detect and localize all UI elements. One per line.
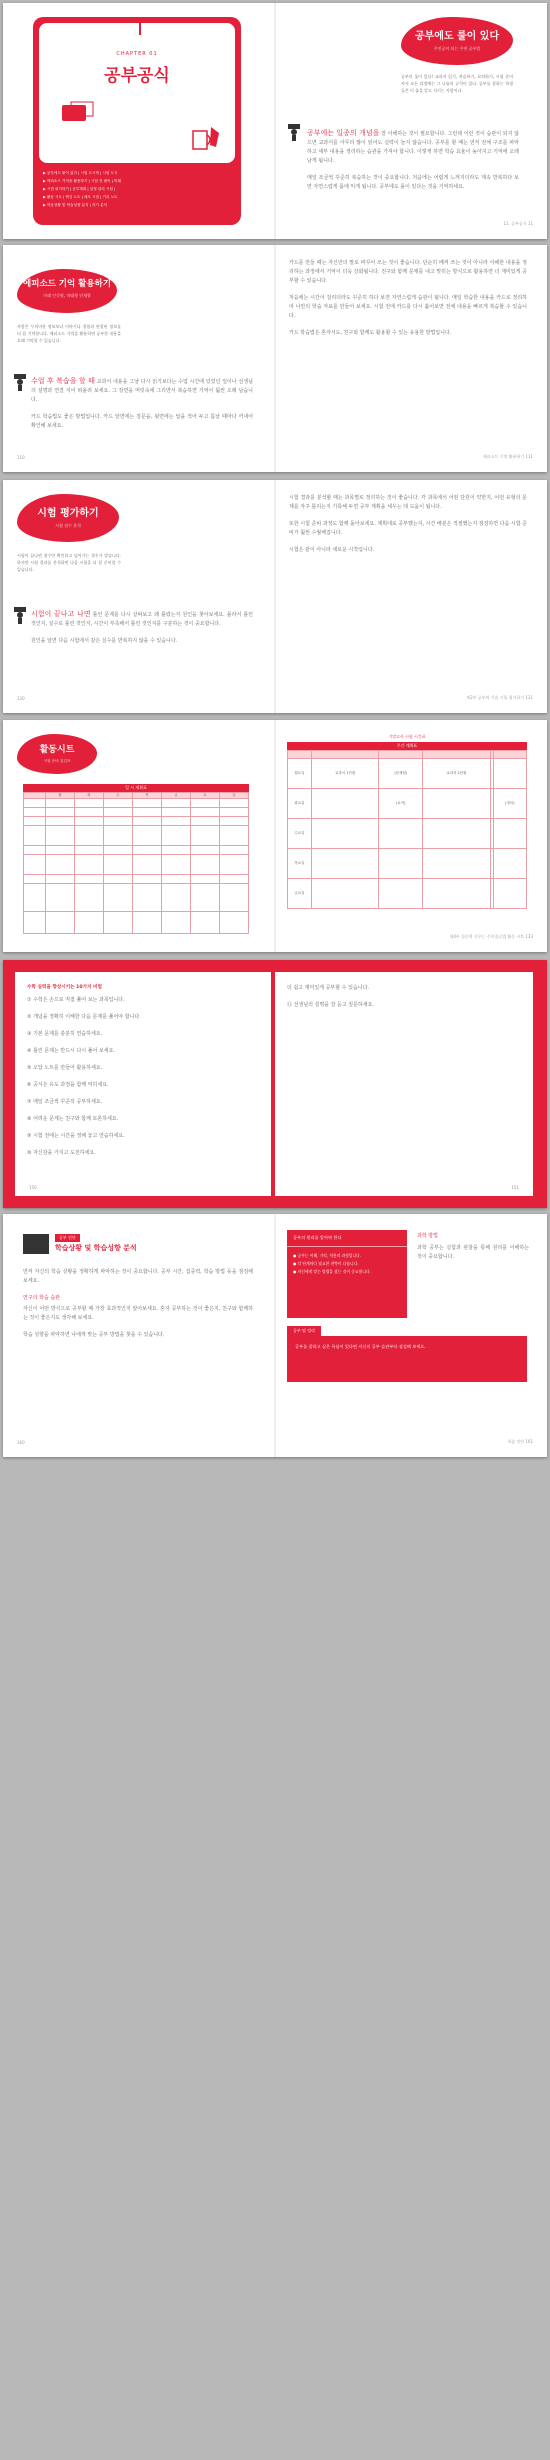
- page-folio: 에피소드 기억 활용하기 111: [482, 454, 533, 459]
- section-body: [23, 1268, 253, 1340]
- timetable-cell: 교과서 1단원: [312, 759, 379, 789]
- section-body: [307, 129, 519, 192]
- folder-illustration-icon: [61, 101, 95, 123]
- episode-memory-page-right: [277, 245, 547, 472]
- timetable-cell: (정리): [493, 789, 526, 819]
- chapter-bullet: ▶ 시험 평가하기 | 공부계획 | 일정 관리 시험 |: [43, 187, 116, 191]
- principle-item: ● 각 단계마다 필요한 전략이 다릅니다.: [293, 1261, 359, 1266]
- spread-6: [3, 1214, 547, 1457]
- activity-sheet-page-right: [277, 720, 547, 952]
- student-figure-icon: [287, 123, 301, 141]
- tip-box: [287, 1336, 527, 1382]
- body-paragraph: 카드를 만들 때는 자신만의 말로 바꾸어 쓰는 것이 좋습니다. 단순히 베껴 쓰는 것이 아니라 이해한 내용을 정리하는 과정에서 기억이 더욱 강화됩니다. 친구와 함께 문제를 내고 맞히는 방식으로 활용하면 더 재미있게 공부할 수 있습니다.: [289, 260, 527, 284]
- tip-item: ② 개념을 정확히 이해한 다음 문제를 풀어야 합니다.: [27, 1014, 141, 1020]
- section-subtitle: 주인공이 되는 주변 공부법: [433, 46, 481, 51]
- timetable-row-label: 목요일: [288, 849, 312, 879]
- page-folio: 학습 진단 161: [507, 1439, 533, 1444]
- body-paragraph: 먼저 자신의 학습 상황을 정확하게 파악하는 것이 중요합니다. 공부 시간, 집중력, 학습 방법 등을 점검해 보세요.: [23, 1269, 253, 1284]
- timetable-row-label: 화요일: [288, 789, 312, 819]
- body-paragraph-2: 매일 조금씩 꾸준히 복습하는 것이 중요합니다. 처음에는 어렵게 느껴지더라도 계속 반복하다 보면 자연스럽게 몸에 익게 됩니다. 공부에도 룰이 있다는 것을 기억하세요.: [307, 175, 519, 190]
- body-paragraph: 과학 공부는 실험과 관찰을 통해 원리를 이해하는 것이 중요합니다.: [417, 1245, 529, 1260]
- schedule-header: 화: [75, 793, 104, 799]
- section-title: 활동시트: [39, 745, 75, 755]
- section-title: 시험 평가하기: [37, 508, 99, 519]
- section-title: 에피소드 기억 활용하기: [22, 279, 112, 289]
- tips-list-right: [287, 984, 517, 1010]
- bookmark-line: [139, 19, 141, 35]
- section-number-badge: [23, 1234, 49, 1254]
- page-folio: 제2부 공부의 기술 시험 평가하기 131: [466, 695, 533, 700]
- page-folio: 150: [29, 1185, 37, 1190]
- activity-sheet-page: [3, 720, 273, 952]
- spread-3: [3, 480, 547, 713]
- learning-analysis-page-right: [277, 1214, 547, 1457]
- intro-text: 시험이 끝나면 점수만 확인하고 넘어가는 경우가 많습니다. 하지만 시험 결과를 분석하면 다음 시험을 더 잘 준비할 수 있습니다.: [17, 553, 121, 572]
- chapter-bullet: ▶ 공부에도 불이 있다 | 시험 도시학 | 시험 도시: [43, 171, 118, 175]
- section-title: 공부에도 룰이 있다: [414, 31, 500, 42]
- body-paragraph: 잘 이해하는 것이 필요합니다. 그런데 이런 것이 습관이 되지 않으면 교과서를 아무리 많이 읽어도 실력이 늘지 않습니다. 공부를 할 때는 먼저 전체 구조를 파악하고 세부 내용을 정리하는 습관을 가져야 합니다. 이렇게 하면 학습 효율이 높아지고 기억에 오래 남게 됩니다.: [307, 131, 519, 164]
- section-subtitle: 시험 준비 점검표: [43, 759, 71, 763]
- sub-heading: 연구의 학습 습관: [23, 1295, 60, 1301]
- page-folio: 151: [511, 1185, 519, 1190]
- body-paragraph: 교과서 내용을 그냥 다시 읽기보다는 수업 시간에 있었던 일이나 선생님의 설명과 연결 지어 떠올려 보세요. 그 장면을 머릿속에 그리면서 복습하면 기억이 훨씬 오래 남습니다.: [31, 379, 253, 403]
- section-subtitle: 시험 점수 분석: [55, 523, 81, 528]
- section-subtitle: 미래 인간형, 미래형 인재형: [43, 293, 91, 298]
- tips-card-left: [15, 972, 271, 1196]
- chapter-label: CHAPTER 01: [116, 51, 158, 57]
- box-title: 수학 실력을 향상시키는 10가지 비법: [27, 985, 102, 990]
- tip-item: ⑨ 시험 전에는 시간을 정해 놓고 연습하세요.: [27, 1133, 125, 1139]
- section-title-blob: [401, 17, 513, 65]
- schedule-table: [23, 792, 249, 934]
- body-paragraph-2: 원인을 알면 다음 시험에서 같은 실수를 반복하지 않을 수 있습니다.: [31, 638, 178, 644]
- tip-item: ⑥ 공식은 유도 과정을 함께 익히세요.: [27, 1082, 109, 1088]
- chapter-opener-page: [3, 3, 273, 239]
- chapter-bullet-list: [43, 169, 231, 209]
- tips-card-right: [275, 972, 533, 1196]
- intro-text: 공부의 룰이 있다! 교과서 읽기, 복습하기, 요약하기, 시험 준비까지 모든 과정에는 그 나름의 규칙이 있다. 공부를 잘하는 학생들은 이 룰을 알고 지키는 사람이다.: [401, 74, 513, 93]
- timetable-cell: (요약): [379, 789, 423, 819]
- tips-list: [27, 996, 257, 1166]
- body-paragraph: 자신이 어떤 방식으로 공부할 때 가장 효과적인지 알아보세요. 혼자 공부하는 것이 좋은지, 친구와 함께하는 것이 좋은지도 생각해 보세요.: [23, 1306, 253, 1321]
- body-paragraph: 카드 학습법은 혼자서도, 친구와 함께도 활용할 수 있는 유용한 방법입니다.: [289, 330, 452, 336]
- schedule-header: 수: [104, 793, 133, 799]
- schedule-header: 목: [133, 793, 162, 799]
- page-folio: 제4부 집중력 키우는 주의집중법 활동 시트 133: [449, 934, 533, 939]
- page-folio: 110: [17, 455, 25, 460]
- spread-1: [3, 3, 547, 239]
- timetable-header: 주간 계획표: [287, 742, 527, 750]
- schedule-header: 월: [46, 793, 75, 799]
- timetable-row-label: 월요일: [288, 759, 312, 789]
- page-folio: 11. 공부공식 11: [503, 221, 533, 226]
- math-tips-page: [3, 960, 273, 1208]
- schedule-title: 일 시 계획표: [23, 784, 249, 792]
- page-folio: 160: [17, 1440, 25, 1445]
- principle-item: ● 공부는 이해, 기억, 적용의 과정입니다.: [293, 1253, 361, 1258]
- body-paragraph: 시험은 끝이 아니라 새로운 시작입니다.: [289, 547, 375, 553]
- timetable-row-label: 금요일: [288, 879, 312, 909]
- tip-item: ⑪ 선생님의 설명을 잘 듣고 질문하세요.: [287, 1002, 374, 1008]
- timetable-title: 기말고사 시험 시간표: [388, 734, 426, 739]
- intro-text: 사람은 무의미한 정보보다 이야기나 경험과 연결된 정보를 더 잘 기억합니다. 에피소드 기억을 활용하면 공부한 내용을 오래 기억할 수 있습니다.: [17, 324, 121, 343]
- tip-tag: 공부 팁 정리: [287, 1326, 321, 1336]
- lead-phrase: 공부에는 일종의 개념을: [307, 129, 380, 137]
- section-heading-row: [23, 1234, 253, 1256]
- tip-item: ① 수학은 손으로 직접 풀어 보는 과목입니다.: [27, 997, 125, 1003]
- student-figure-icon: [13, 373, 27, 391]
- spread-5: [3, 960, 547, 1208]
- timetable: [287, 750, 527, 909]
- chapter-bullet: ▶ 활동 시트 | 핵심 노트 | 메모 시험 | 기록 노트: [43, 195, 118, 199]
- body-paragraph: 처음에는 시간이 걸리더라도 꾸준히 하다 보면 자연스럽게 습관이 됩니다. 매일 학습한 내용을 카드로 정리하여 나만의 학습 자료를 만들어 보세요. 시험 전에 카드를 다시 훑어보면 전체 내용을 빠르게 복습할 수 있습니다.: [289, 295, 527, 319]
- body-paragraph: 학습 성향을 파악하면 나에게 맞는 공부 방법을 찾을 수 있습니다.: [23, 1332, 165, 1338]
- tip-item: ⑤ 오답 노트를 만들어 활용하세요.: [27, 1065, 103, 1071]
- tip-item: ⑩ 자신감을 가지고 도전하세요.: [27, 1150, 96, 1156]
- exam-review-page: [3, 480, 273, 713]
- schedule-header: 토: [191, 793, 220, 799]
- timetable-row-label: 수요일: [288, 819, 312, 849]
- tip-box-text: 공부를 잘하고 싶은 욕심이 있다면 자신의 공부 습관부터 점검해 보세요.: [295, 1344, 426, 1349]
- chapter-bullet: ▶ 에피소드 기억을 활용하기 | 시험 전 필독 | 미래: [43, 179, 121, 183]
- section-title: 학습상황 및 학습성향 분석: [55, 1244, 137, 1252]
- section-body: [31, 610, 253, 646]
- principle-item: ● 자신에게 맞는 방법을 찾는 것이 중요합니다.: [293, 1269, 371, 1274]
- tip-item: 더 쉽고 재미있게 공부할 수 있습니다.: [287, 985, 369, 991]
- body-paragraph-2: 카드 학습법도 좋은 방법입니다. 카드 앞면에는 질문을, 뒷면에는 답을 적어 두고 틈날 때마다 꺼내어 확인해 보세요.: [31, 414, 253, 429]
- section-title-blob: [17, 494, 119, 542]
- right-body: [289, 259, 527, 338]
- math-tips-page-right: [275, 960, 545, 1208]
- body-paragraph: 시험 결과를 분석할 때는 과목별로 정리하는 것이 좋습니다. 각 과목에서 어떤 단원이 약한지, 어떤 유형의 문제를 자주 틀리는지 기록해 두면 공부 계획을 세우는 데 도움이 됩니다.: [289, 495, 527, 510]
- spread-2: [3, 245, 547, 472]
- right-body: [289, 494, 527, 555]
- page-folio: 130: [17, 696, 25, 701]
- section-body: [31, 377, 253, 431]
- cup-illustration-icon: [189, 123, 225, 159]
- learning-analysis-page: [3, 1214, 273, 1457]
- chapter-title: 공부공식: [104, 66, 170, 86]
- sub-heading: 과학 방법: [417, 1233, 438, 1239]
- exam-review-page-right: [277, 480, 547, 713]
- principle-box: [287, 1230, 407, 1318]
- chapter-card-inner: [39, 23, 235, 163]
- episode-memory-page: [3, 245, 273, 472]
- chapter-card: [33, 17, 241, 225]
- timetable-cell: (문제집): [379, 759, 423, 789]
- tip-item: ③ 기본 문제를 충분히 연습하세요.: [27, 1031, 103, 1037]
- lead-phrase: 수업 후 복습을 할 때: [31, 377, 95, 385]
- chapter-bullet: ▶ 학습상황 및 학습성향 분석 | 자기 분석: [43, 203, 108, 207]
- student-figure-icon: [13, 606, 27, 624]
- schedule-header: 일: [220, 793, 249, 799]
- tip-item: ⑧ 어려운 문제는 친구와 함께 토론하세요.: [27, 1116, 119, 1122]
- section-label: 공부 진단: [55, 1234, 80, 1242]
- spread-4: [3, 720, 547, 952]
- tip-item: ⑦ 매일 조금씩 꾸준히 공부하세요.: [27, 1099, 103, 1105]
- schedule-header: 금: [162, 793, 191, 799]
- section-page: [277, 3, 547, 239]
- principle-box-body: [287, 1247, 407, 1281]
- section-title-blob: [17, 269, 117, 313]
- principle-box-title: 공부의 원리를 알아야 한다: [287, 1230, 407, 1247]
- section-title-blob: [17, 734, 97, 774]
- body-paragraph: 틀린 문제를 다시 살펴보고 왜 틀렸는지 원인을 찾아보세요. 몰라서 틀린 것인지, 실수로 틀린 것인지, 시간이 부족해서 틀린 것인지를 구분하는 것이 중요합니다.: [31, 612, 254, 627]
- tip-item: ④ 틀린 문제는 반드시 다시 풀어 보세요.: [27, 1048, 116, 1054]
- timetable-cell: 교과서 2단원: [423, 759, 490, 789]
- body-paragraph: 또한 시험 준비 과정도 함께 돌아보세요. 계획대로 공부했는지, 시간 배분은 적절했는지 점검하면 다음 시험 준비가 훨씬 수월해집니다.: [289, 521, 527, 536]
- lead-phrase: 시험이 끝나고 나면: [31, 610, 91, 618]
